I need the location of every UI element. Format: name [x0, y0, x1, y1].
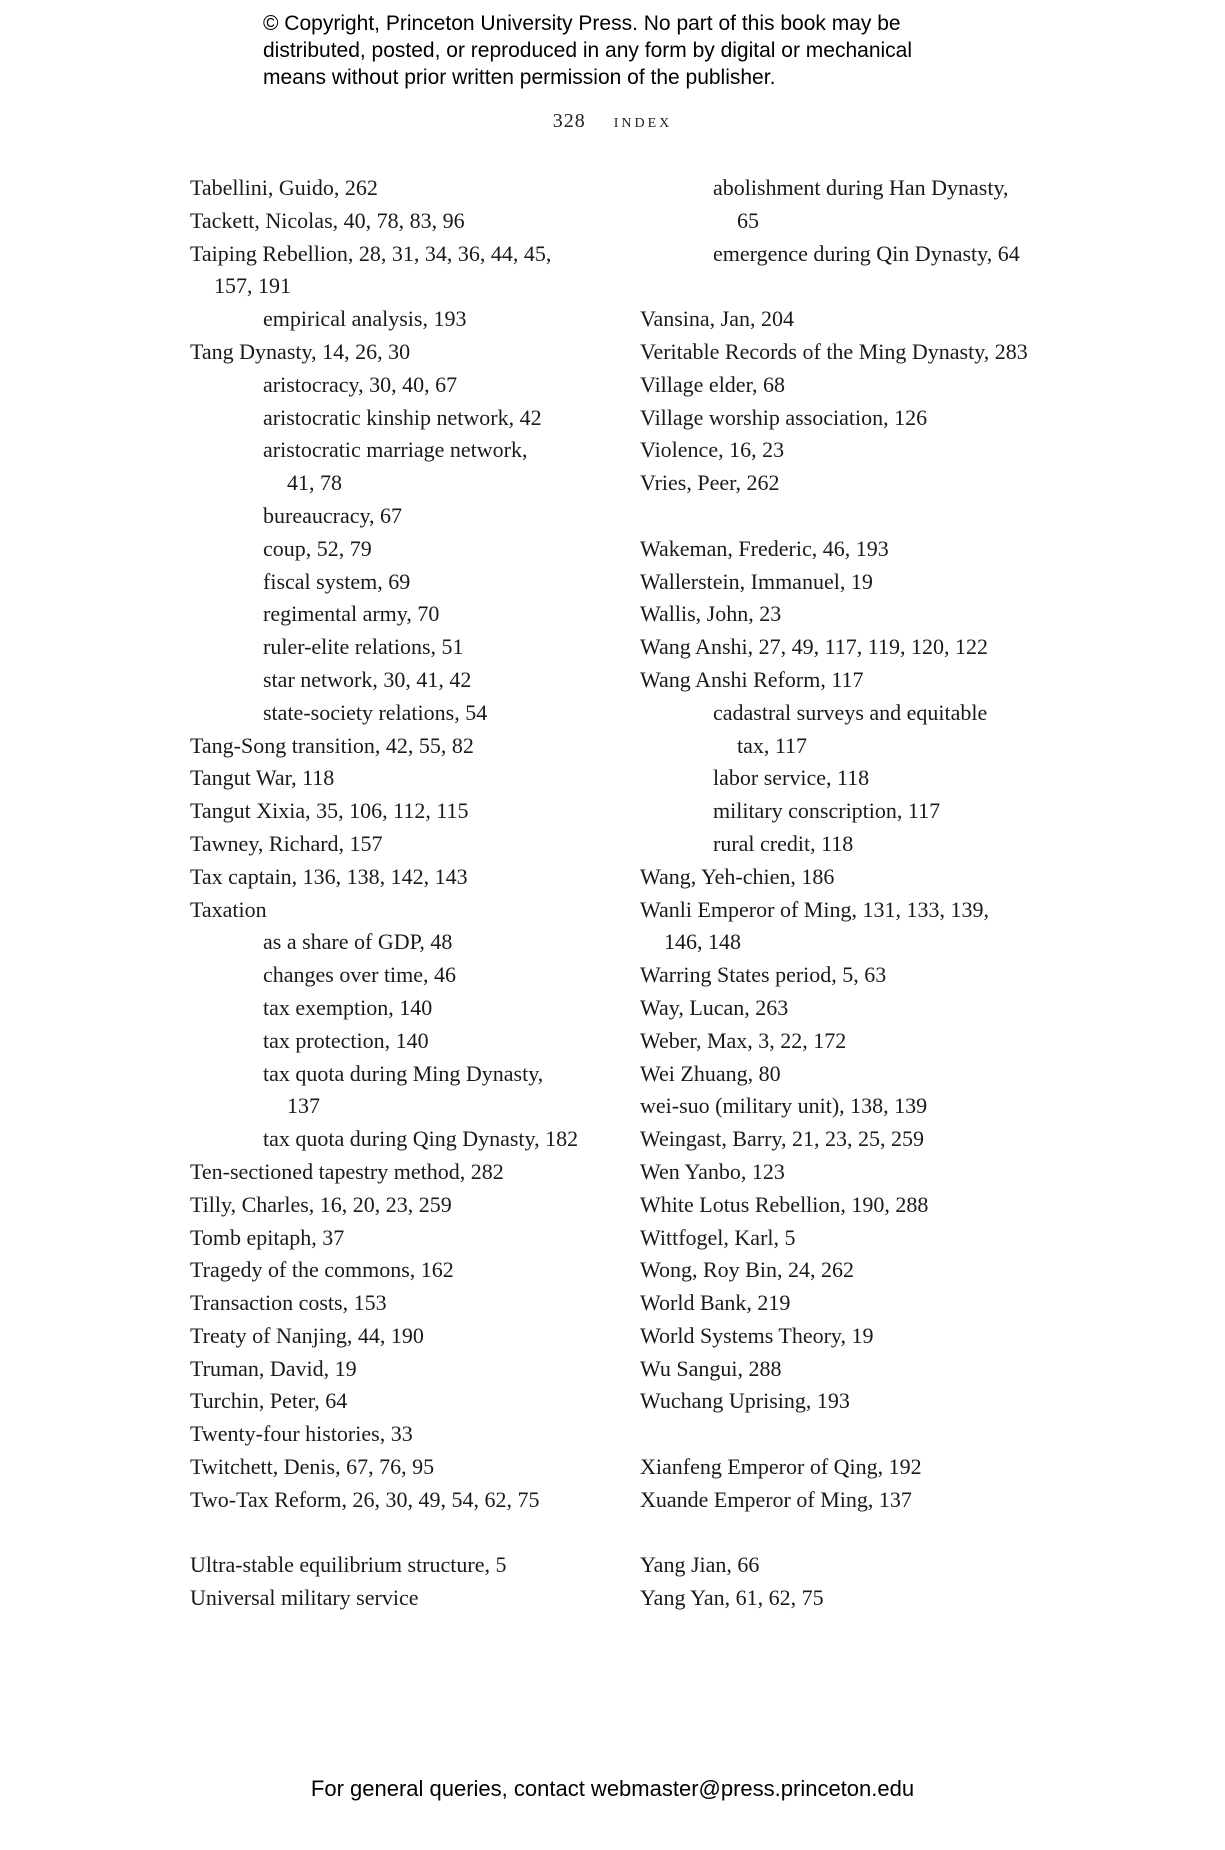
entry-text: Veritable Records of the Ming Dynasty, 283 — [640, 338, 1028, 364]
index-subentry — [190, 402, 620, 435]
entry-text: Truman, David, 19 — [190, 1355, 357, 1381]
index-subentry — [190, 992, 620, 1025]
letter-group-gap — [640, 270, 1070, 303]
entry-text: bureaucracy, 67 — [263, 502, 403, 528]
index-entry — [190, 1222, 620, 1255]
entry-text: abolishment during Han Dynasty, — [713, 175, 1009, 200]
copyright-line: © Copyright, Princeton University Press. No part of this book may be — [263, 12, 901, 35]
index-entry — [190, 1549, 620, 1582]
index-subentry — [190, 1123, 620, 1156]
entry-text: Wang Anshi, 27, 49, 117, 119, 120, 122 — [640, 634, 988, 660]
index-entry — [640, 1320, 1070, 1353]
index-entry — [190, 205, 620, 238]
entry-text: Wei Zhuang, 80 — [640, 1060, 781, 1086]
index-subentry — [640, 795, 1070, 828]
entry-text: Yang Yan, 61, 62, 75 — [640, 1585, 824, 1611]
entry-text: Treaty of Nanjing, 44, 190 — [190, 1322, 424, 1348]
entry-text: tax quota during Ming Dynasty, — [263, 1060, 544, 1086]
entry-text: Tackett, Nicolas, 40, 78, 83, 96 — [190, 207, 465, 233]
entry-text: Violence, 16, 23 — [640, 437, 785, 463]
index-entry — [640, 566, 1070, 599]
index-entry — [190, 1189, 620, 1222]
entry-text: Ultra-stable equilibrium structure, 5 — [190, 1552, 507, 1578]
index-entry — [640, 1287, 1070, 1320]
index-subentry — [190, 1058, 620, 1124]
entry-text: Tang Dynasty, 14, 26, 30 — [190, 338, 411, 364]
entry-text: White Lotus Rebellion, 190, 288 — [640, 1191, 929, 1217]
index-entry — [190, 861, 620, 894]
index-entry — [640, 631, 1070, 664]
index-entry — [190, 1451, 620, 1484]
entry-text: Taiping Rebellion, 28, 31, 34, 36, 44, 45, — [190, 240, 552, 266]
index-entry — [640, 861, 1070, 894]
entry-text: Two-Tax Reform, 26, 30, 49, 54, 62, 75 — [190, 1486, 540, 1512]
entry-text: Vries, Peer, 262 — [640, 470, 780, 496]
entry-text: Weingast, Barry, 21, 23, 25, 259 — [640, 1126, 924, 1152]
index-subentry — [640, 238, 1070, 271]
index-entry — [640, 467, 1070, 500]
index-subentry — [190, 926, 620, 959]
index-entry — [640, 369, 1070, 402]
entry-text: wei-suo (military unit), 138, 139 — [640, 1093, 928, 1119]
index-entry — [640, 1353, 1070, 1386]
entry-text: changes over time, 46 — [263, 962, 457, 988]
entry-text: aristocratic marriage network, — [263, 437, 528, 463]
entry-text: Xianfeng Emperor of Qing, 192 — [640, 1454, 922, 1480]
entry-text: Tangut War, 118 — [190, 765, 335, 791]
index-subentry — [640, 762, 1070, 795]
index-subentry — [190, 1025, 620, 1058]
copyright-notice — [263, 10, 1023, 91]
index-entry — [640, 1156, 1070, 1189]
entry-text: Vansina, Jan, 204 — [640, 306, 794, 332]
entry-text: Wang, Yeh-chien, 186 — [640, 863, 835, 889]
index-subentry — [190, 500, 620, 533]
entry-text: coup, 52, 79 — [263, 535, 372, 561]
index-entry — [640, 1254, 1070, 1287]
entry-text: rural credit, 118 — [713, 830, 854, 856]
index-subentry — [190, 369, 620, 402]
index-entry — [190, 336, 620, 369]
index-entry — [640, 664, 1070, 697]
entry-text: World Bank, 219 — [640, 1290, 791, 1316]
entry-text: World Systems Theory, 19 — [640, 1322, 874, 1348]
copyright-line: means without prior written permission of the publisher. — [263, 66, 776, 89]
entry-continuation: 41, 78 — [287, 470, 342, 496]
index-column-right — [640, 172, 1070, 1615]
index-entry — [640, 959, 1070, 992]
entry-text: Tawney, Richard, 157 — [190, 830, 383, 856]
index-subentry — [190, 566, 620, 599]
index-subentry — [190, 598, 620, 631]
index-entry — [190, 795, 620, 828]
index-entry — [640, 1090, 1070, 1123]
entry-text: tax exemption, 140 — [263, 994, 433, 1020]
section-title: index — [613, 110, 673, 132]
index-entry — [190, 1484, 620, 1517]
index-entry — [190, 238, 620, 304]
index-entry — [640, 434, 1070, 467]
index-subentry — [190, 303, 620, 336]
entry-text: Wuchang Uprising, 193 — [640, 1388, 850, 1414]
entry-text: Wanli Emperor of Ming, 131, 133, 139, — [640, 896, 989, 922]
index-entry — [190, 1418, 620, 1451]
index-subentry — [190, 697, 620, 730]
entry-text: Tangut Xixia, 35, 106, 112, 115 — [190, 798, 469, 824]
entry-text: Ten-sectioned tapestry method, 282 — [190, 1158, 504, 1184]
entry-text: Wittfogel, Karl, 5 — [640, 1224, 796, 1250]
index-subentry — [190, 434, 620, 500]
running-head — [0, 110, 1225, 133]
index-subentry — [190, 664, 620, 697]
entry-text: regimental army, 70 — [263, 601, 440, 627]
entry-text: Wallis, John, 23 — [640, 601, 782, 627]
entry-text: Universal military service — [190, 1585, 419, 1611]
entry-text: cadastral surveys and equitable — [713, 699, 988, 725]
entry-text: military conscription, 117 — [713, 798, 941, 824]
index-subentry — [190, 959, 620, 992]
index-entry — [190, 1385, 620, 1418]
index-entry — [190, 1320, 620, 1353]
index-entry — [640, 1123, 1070, 1156]
entry-text: Yang Jian, 66 — [640, 1552, 760, 1578]
index-subentry — [190, 533, 620, 566]
footer-contact: For general queries, contact webmaster@press.princeton.edu — [310, 1776, 915, 1801]
index-entry — [640, 1189, 1070, 1222]
index-entry — [190, 828, 620, 861]
index-entry — [190, 1287, 620, 1320]
letter-group-gap — [640, 1517, 1070, 1550]
page-number: 328 — [552, 110, 586, 132]
index-entry — [190, 762, 620, 795]
entry-text: state-society relations, 54 — [263, 699, 488, 725]
index-entry — [640, 1058, 1070, 1091]
entry-text: Wallerstein, Immanuel, 19 — [640, 568, 873, 594]
entry-text: aristocratic kinship network, 42 — [263, 404, 542, 430]
index-entry — [640, 1451, 1070, 1484]
letter-group-gap — [640, 1418, 1070, 1451]
entry-text: fiscal system, 69 — [263, 568, 411, 594]
entry-continuation: 157, 191 — [214, 273, 291, 299]
entry-text: labor service, 118 — [713, 765, 870, 791]
entry-text: Warring States period, 5, 63 — [640, 962, 887, 988]
entry-text: Wang Anshi Reform, 117 — [640, 666, 864, 692]
entry-text: Wen Yanbo, 123 — [640, 1158, 785, 1184]
entry-text: Tilly, Charles, 16, 20, 23, 259 — [190, 1191, 452, 1217]
index-subentry — [640, 697, 1070, 763]
entry-text: Wu Sangui, 288 — [640, 1355, 782, 1381]
entry-text: Village elder, 68 — [640, 371, 786, 397]
entry-text: ruler-elite relations, 51 — [263, 634, 464, 660]
index-entry — [640, 1385, 1070, 1418]
entry-text: Twenty-four histories, 33 — [190, 1421, 413, 1447]
entry-continuation: 65 — [737, 207, 759, 233]
entry-text: star network, 30, 41, 42 — [263, 666, 472, 692]
index-entry — [640, 1484, 1070, 1517]
index-subentry — [640, 828, 1070, 861]
letter-group-gap — [190, 1517, 620, 1550]
index-entry — [640, 303, 1070, 336]
index-entry — [190, 172, 620, 205]
entry-continuation: tax, 117 — [737, 732, 808, 758]
letter-group-gap — [640, 500, 1070, 533]
index-entry — [640, 533, 1070, 566]
entry-text: Tang-Song transition, 42, 55, 82 — [190, 732, 474, 758]
entry-continuation: 146, 148 — [664, 929, 741, 955]
index-entry — [640, 1222, 1070, 1255]
entry-continuation: 137 — [287, 1093, 320, 1119]
index-entry — [190, 1254, 620, 1287]
entry-text: Taxation — [190, 896, 267, 922]
entry-text: Weber, Max, 3, 22, 172 — [640, 1027, 847, 1053]
entry-text: as a share of GDP, 48 — [263, 929, 453, 955]
entry-text: emergence during Qin Dynasty, 64 — [713, 240, 1020, 266]
entry-text: Village worship association, 126 — [640, 404, 928, 430]
entry-text: empirical analysis, 193 — [263, 306, 467, 332]
index-entry — [640, 598, 1070, 631]
index-entry — [190, 894, 620, 927]
index-entry — [640, 1025, 1070, 1058]
index-column-left — [190, 172, 620, 1615]
index-subentry — [190, 631, 620, 664]
entry-text: aristocracy, 30, 40, 67 — [263, 371, 458, 397]
entry-text: Wakeman, Frederic, 46, 193 — [640, 535, 889, 561]
entry-text: tax protection, 140 — [263, 1027, 429, 1053]
entry-text: Twitchett, Denis, 67, 76, 95 — [190, 1454, 435, 1480]
index-entry — [640, 1549, 1070, 1582]
entry-text: Transaction costs, 153 — [190, 1290, 387, 1316]
entry-text: Tax captain, 136, 138, 142, 143 — [190, 863, 468, 889]
index-entry — [640, 894, 1070, 960]
entry-text: tax quota during Qing Dynasty, 182 — [263, 1126, 579, 1152]
index-subentry — [640, 172, 1070, 238]
index-entry — [190, 1353, 620, 1386]
index-entry — [640, 336, 1070, 369]
entry-text: Tabellini, Guido, 262 — [190, 175, 378, 200]
index-entry — [640, 1582, 1070, 1615]
index-entry — [640, 992, 1070, 1025]
index-entry — [190, 730, 620, 763]
index-entry — [190, 1156, 620, 1189]
entry-text: Tragedy of the commons, 162 — [190, 1257, 454, 1283]
index-entry — [190, 1582, 620, 1615]
entry-text: Xuande Emperor of Ming, 137 — [640, 1486, 912, 1512]
index-entry — [640, 402, 1070, 435]
entry-text: Way, Lucan, 263 — [640, 994, 789, 1020]
entry-text: Tomb epitaph, 37 — [190, 1224, 345, 1250]
entry-text: Turchin, Peter, 64 — [190, 1388, 348, 1414]
entry-text: Wong, Roy Bin, 24, 262 — [640, 1257, 854, 1283]
copyright-line: distributed, posted, or reproduced in any form by digital or mechanical — [263, 39, 913, 62]
